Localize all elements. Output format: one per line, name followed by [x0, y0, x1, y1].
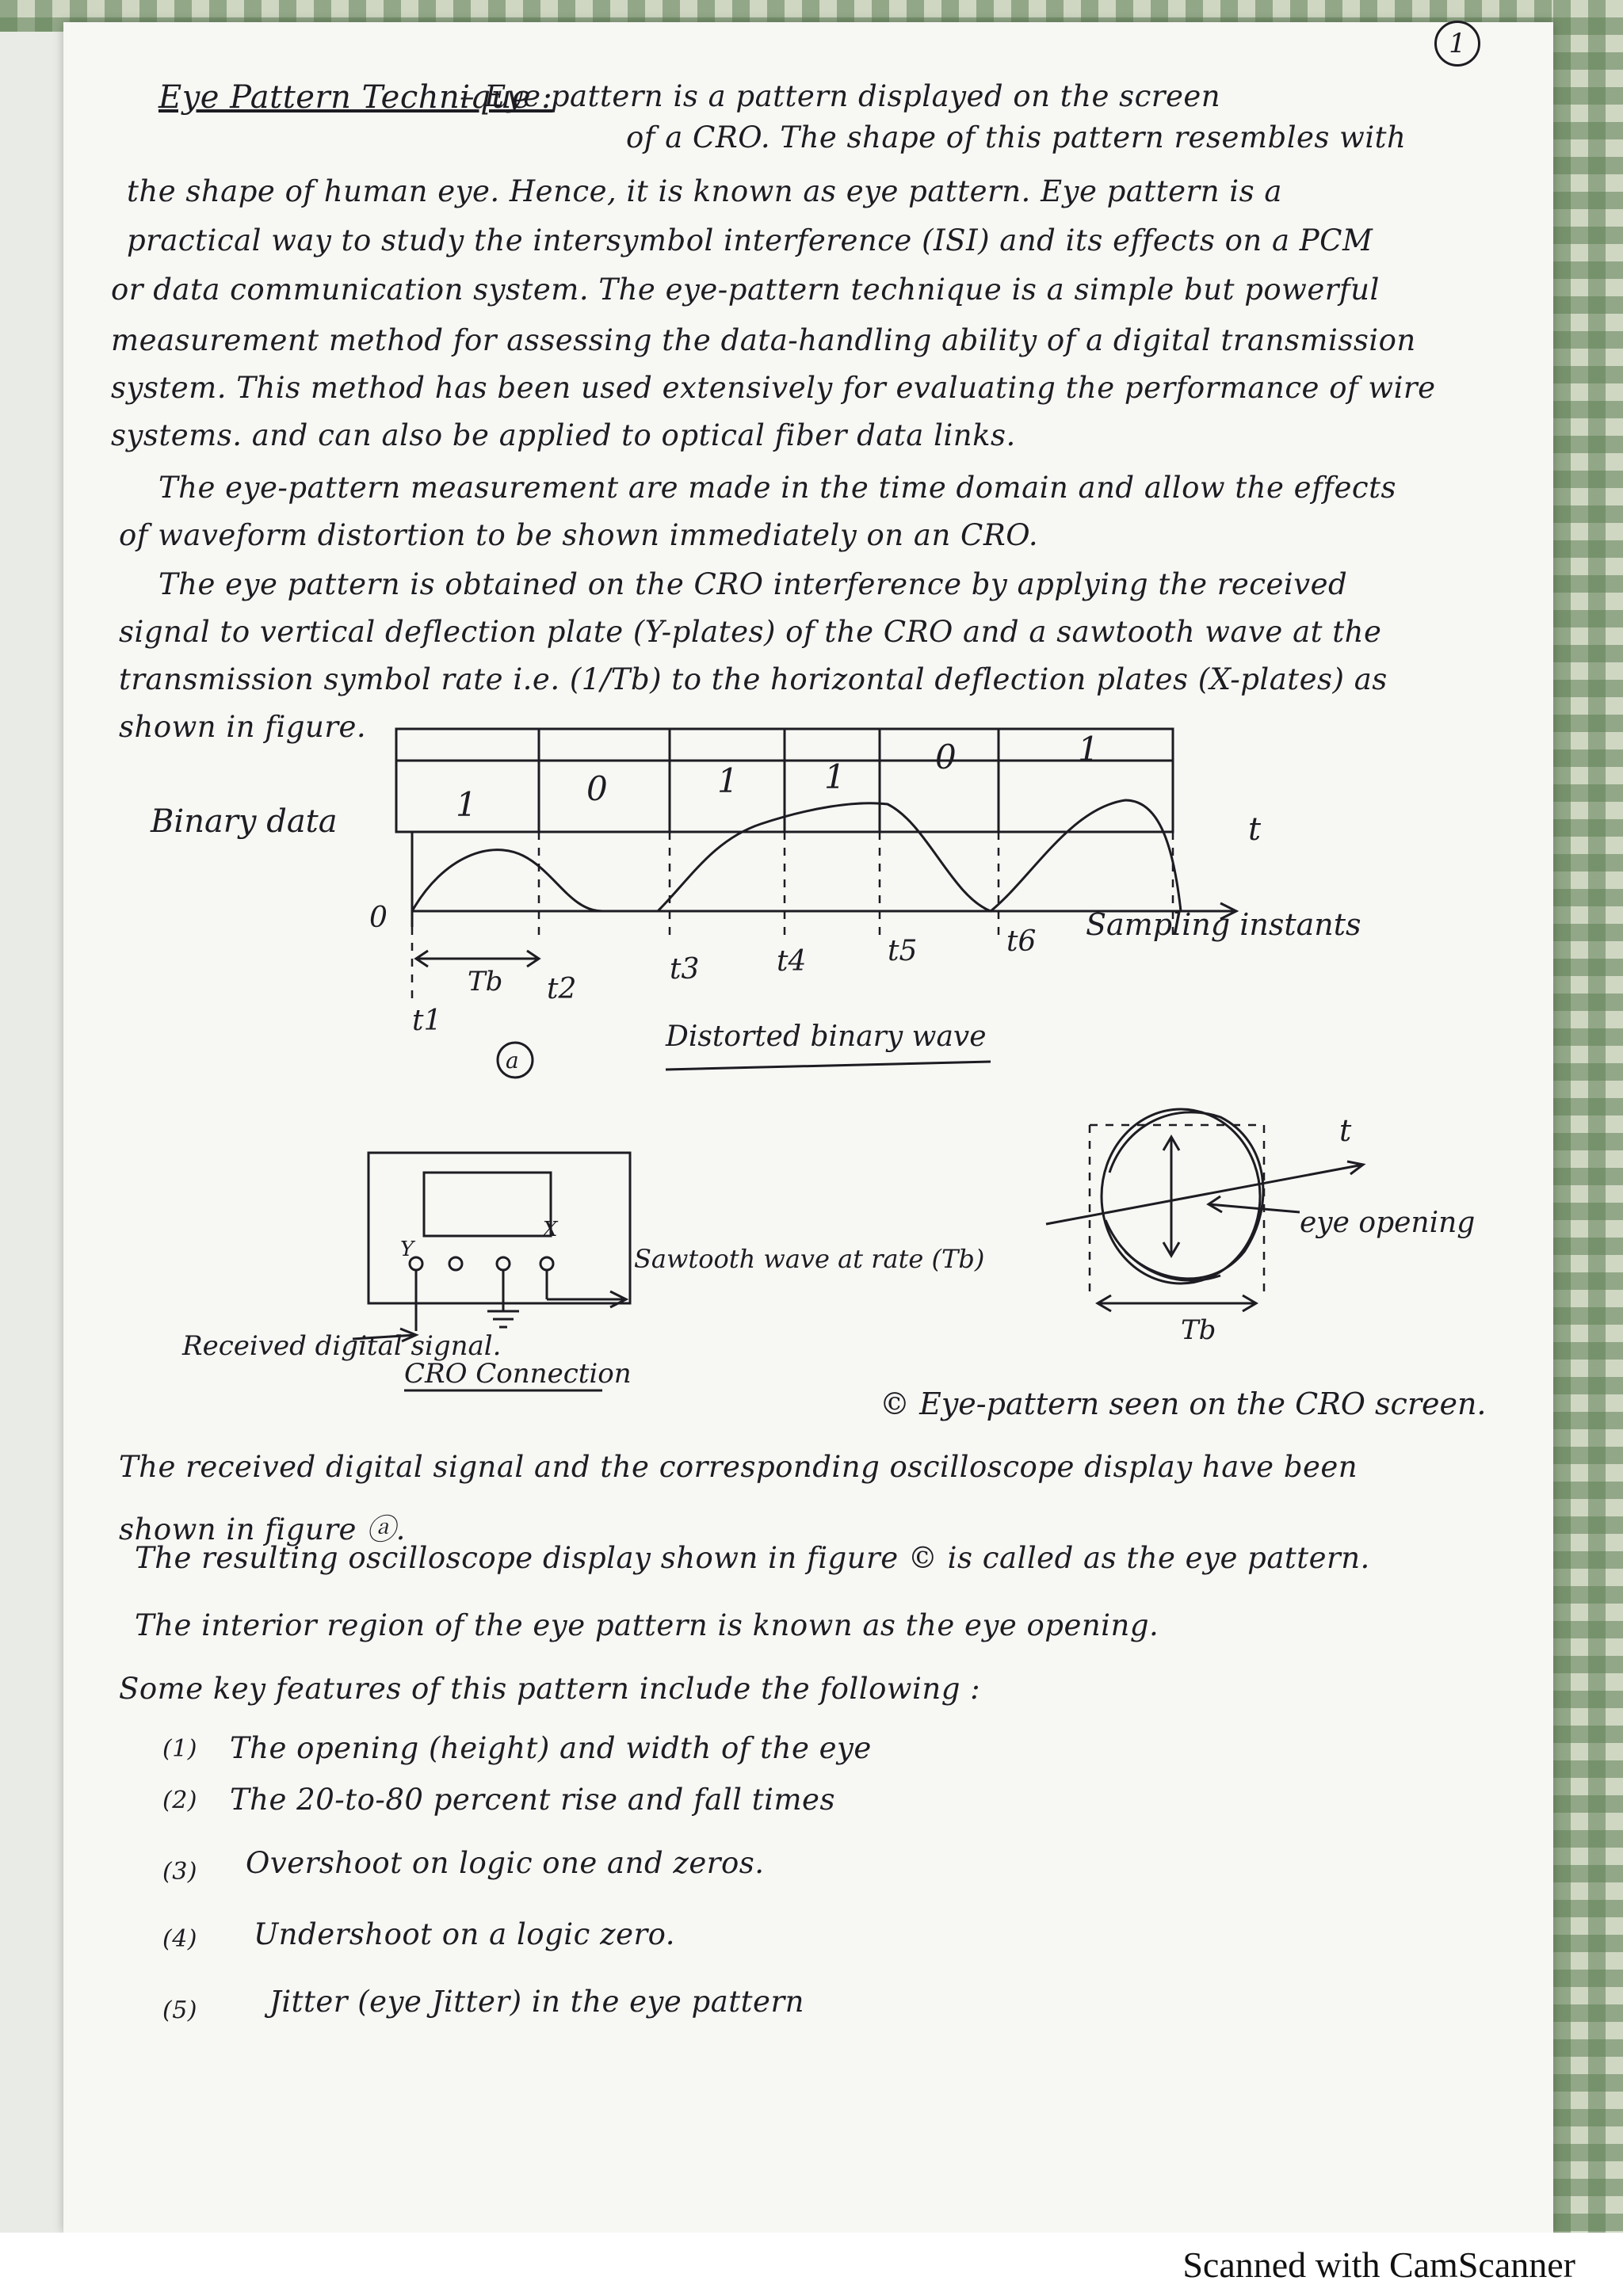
para4-line1: The received digital signal and the corresponding oscilloscope display have been — [119, 1450, 1358, 1484]
para2-line2: of waveform distortion to be shown immediately on an CRO. — [119, 518, 1039, 552]
para3-line4: shown in figure. — [119, 710, 367, 744]
feature-text-2: The 20-to-80 percent rise and fall times — [230, 1783, 835, 1817]
para3-line3: transmission symbol rate i.e. (1/Tb) to the horizontal deflection plates (X-plates) as — [119, 662, 1388, 696]
para1-line3: the shape of human eye. Hence, it is known as eye pattern. Eye pattern is a — [127, 174, 1282, 208]
feature-num-1: (1) — [162, 1735, 197, 1763]
para1-line2: of a CRO. The shape of this pattern resembles with — [626, 120, 1407, 154]
feature-num-2: (2) — [162, 1787, 197, 1814]
heading: Eye Pattern Technique : — [158, 79, 553, 116]
features-intro: Some key features of this pattern include the following : — [119, 1672, 981, 1706]
para1-line1: – Eye pattern is a pattern displayed on the screen — [460, 79, 1221, 113]
sampling-instants-label: Sampling instants — [1086, 907, 1361, 942]
figure-a-caption: Distorted binary wave — [666, 1020, 987, 1053]
para2-line1: The eye-pattern measurement are made in the time domain and allow the effects — [158, 471, 1396, 505]
period-label-a: Tb — [468, 966, 503, 997]
instant-t6: t6 — [1006, 925, 1037, 958]
para4-line2: shown in figure ⓐ. — [119, 1512, 406, 1547]
instant-t5: t5 — [888, 935, 918, 967]
figure-b-caption: CRO Connection — [404, 1358, 632, 1390]
feature-text-3: Overshoot on logic one and zeros. — [246, 1846, 765, 1880]
received-signal-label: Received digital signal. — [182, 1330, 502, 1362]
feature-num-3: (3) — [162, 1858, 197, 1886]
page-number: 1 — [1434, 21, 1480, 67]
time-label-c: t — [1339, 1113, 1352, 1148]
bit-5: 1 — [1078, 730, 1099, 769]
camscanner-watermark: Scanned with CamScanner — [1182, 2245, 1575, 2285]
bit-2: 1 — [717, 761, 739, 800]
sawtooth-label — [634, 1244, 984, 1274]
eye-opening-label: eye opening — [1300, 1207, 1476, 1239]
bit-4: 0 — [935, 738, 957, 776]
para4-line3: The resulting oscilloscope display shown in figure © is called as the eye pattern. — [135, 1541, 1370, 1575]
y-terminal-label: Y — [400, 1238, 414, 1261]
sawtooth-label-text: Sawtooth wave at rate (Tb) — [634, 1244, 985, 1274]
feature-text-5: Jitter (eye Jitter) in the eye pattern — [269, 1985, 804, 2019]
feature-text-1: The opening (height) and width of the eye — [230, 1731, 872, 1765]
cro-screen — [424, 1173, 551, 1236]
feature-num-4: (4) — [162, 1925, 197, 1953]
instant-t1: t1 — [412, 1005, 442, 1037]
figure-a-tag: a — [506, 1047, 519, 1074]
instant-t2: t2 — [547, 973, 577, 1005]
x-terminal-label: X — [543, 1218, 558, 1241]
para3-line1: The eye pattern is obtained on the CRO interference by applying the received — [158, 567, 1348, 601]
binary-data-label: Binary data — [151, 803, 338, 840]
figure-c-caption: © Eye-pattern seen on the CRO screen. — [880, 1386, 1487, 1421]
para3-line2: signal to vertical deflection plate (Y-plates) of the CRO and a sawtooth wave at the — [119, 615, 1382, 649]
time-label-a: t — [1248, 811, 1262, 848]
para1-line8: systems. and can also be applied to optical fiber data links. — [111, 418, 1016, 452]
instant-t3: t3 — [670, 953, 700, 986]
distorted-wave — [412, 800, 1181, 911]
para1-line5: or data communication system. The eye-pattern technique is a simple but powerful — [111, 273, 1380, 307]
eye-outer — [1102, 1109, 1260, 1283]
period-label-c: Tb — [1181, 1314, 1216, 1346]
para4-line4: The interior region of the eye pattern is known as the eye opening. — [135, 1608, 1159, 1642]
cro-body — [369, 1153, 630, 1303]
feature-num-5: (5) — [162, 1997, 197, 2024]
bit-1: 0 — [586, 769, 608, 808]
para1-line4: practical way to study the intersymbol interference (ISI) and its effects on a PCM — [127, 223, 1373, 257]
feature-text-4: Undershoot on a logic zero. — [254, 1917, 676, 1951]
instant-t4: t4 — [777, 945, 807, 978]
para1-line7: system. This method has been used extensively for evaluating the performance of wire — [111, 371, 1436, 405]
bit-0: 1 — [456, 785, 477, 824]
para1-line6: measurement method for assessing the data-handling ability of a digital transmission — [111, 323, 1416, 357]
bit-3: 1 — [824, 757, 846, 796]
origin-label: 0 — [369, 902, 388, 934]
